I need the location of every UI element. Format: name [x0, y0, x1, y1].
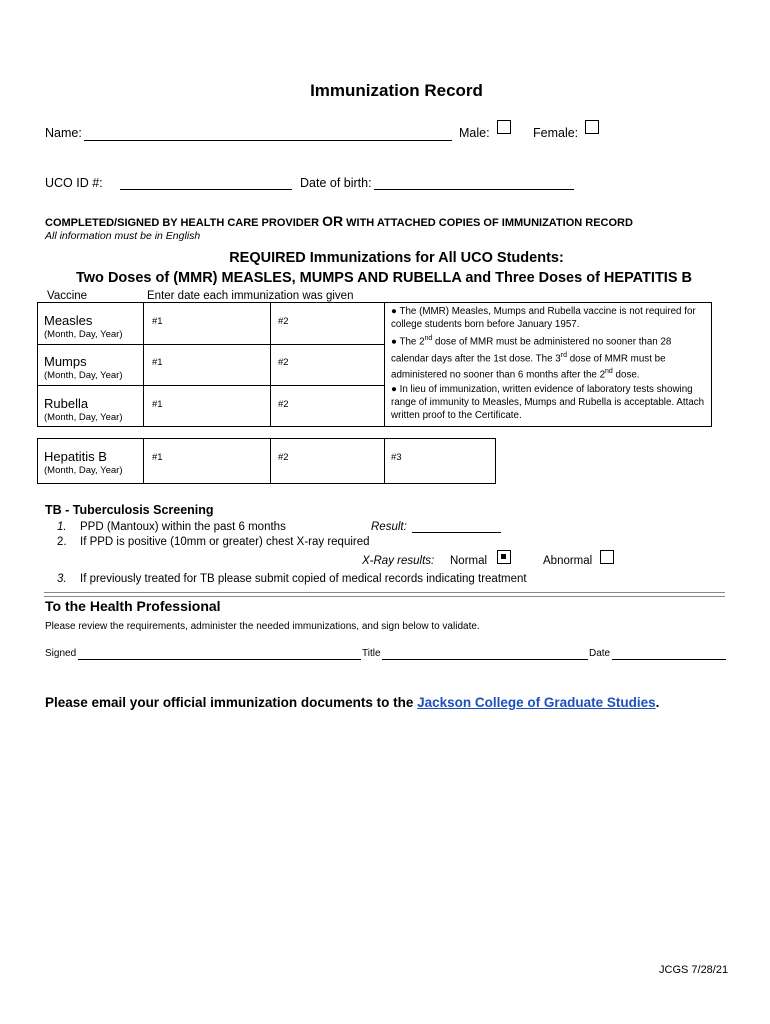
date-column-label: Enter date each immunization was given [147, 290, 354, 302]
rubella-sub: (Month, Day, Year) [44, 412, 123, 423]
page-title: Immunization Record [310, 81, 483, 100]
name-field[interactable] [84, 140, 452, 141]
tb-heading: TB - Tuberculosis Screening [45, 503, 214, 517]
mumps-sub: (Month, Day, Year) [44, 370, 123, 381]
note-2 [391, 332, 707, 381]
mmr-row-divider-1 [37, 344, 384, 345]
note-2-c: dose of MMR must be administered no sooner than 6 months after the 2 [391, 353, 666, 381]
xray-normal-checkbox[interactable] [497, 550, 511, 564]
vaccine-column-label: Vaccine [47, 290, 88, 302]
note-2-b: dose of MMR must be administered no sooner than 28 calendar days after the 1st dose. The 3 [391, 336, 672, 365]
xray-abnormal-label: Abnormal [543, 555, 593, 567]
note-2-sup2: rd [560, 351, 567, 359]
name-label: Name: [45, 126, 82, 140]
email-period: . [655, 695, 660, 710]
hepb-dose-2[interactable]: #2 [278, 452, 289, 463]
mmr-notes [391, 305, 707, 423]
required-heading: REQUIRED Immunizations for All UCO Students: [229, 250, 564, 266]
completed-instruction [45, 213, 633, 229]
mmr-divider-3 [384, 302, 385, 427]
tb-result-field[interactable] [412, 532, 501, 533]
mumps-dose-1[interactable]: #1 [152, 357, 163, 368]
note-2-d: dose. [612, 369, 640, 381]
male-checkbox[interactable] [497, 120, 511, 134]
mmr-divider-2 [270, 302, 271, 427]
tb-item-1-num: 1. [57, 521, 67, 533]
required-subheading: Two Doses of (MMR) MEASLES, MUMPS AND RUBELLA and Three Doses of HEPATITIS B [76, 270, 693, 286]
email-instruction [45, 695, 659, 710]
english-note: All information must be in English [45, 230, 201, 242]
female-checkbox[interactable] [585, 120, 599, 134]
note-3: ● In lieu of immunization, written evidence of laboratory tests showing range of immunity to Measles, Mumps and Rubella is acceptable. Attach written proof to the Certificate. [391, 383, 705, 422]
uco-id-field[interactable] [120, 189, 292, 190]
rubella-label: Rubella [44, 396, 89, 411]
note-2-a: ● The 2 [391, 336, 425, 348]
tb-item-2: If PPD is positive (10mm or greater) chest X-ray required [80, 536, 370, 548]
graduate-studies-link[interactable]: Jackson College of Graduate Studies [417, 695, 656, 710]
mmr-row-divider-2 [37, 385, 384, 386]
title-label: Title [362, 648, 381, 659]
xray-abnormal-checkbox[interactable] [600, 550, 614, 564]
hepb-divider-3 [384, 438, 385, 484]
measles-dose-2[interactable]: #2 [278, 316, 289, 327]
note-1: ● The (MMR) Measles, Mumps and Rubella vaccine is not required for college students born before January 1957. [391, 306, 696, 331]
dob-label: Date of birth: [300, 176, 372, 190]
health-professional-heading: To the Health Professional [45, 598, 221, 614]
completed-or: OR [322, 213, 344, 229]
rubella-dose-2[interactable]: #2 [278, 399, 289, 410]
measles-dose-1[interactable]: #1 [152, 316, 163, 327]
measles-label: Measles [44, 313, 93, 328]
measles-sub: (Month, Day, Year) [44, 329, 123, 340]
hepb-sub: (Month, Day, Year) [44, 465, 123, 476]
xray-label: X-Ray results: [362, 555, 435, 567]
tb-result-label: Result: [371, 521, 407, 533]
date-field[interactable] [612, 659, 726, 660]
hepb-dose-1[interactable]: #1 [152, 452, 163, 463]
rubella-dose-1[interactable]: #1 [152, 399, 163, 410]
tb-item-1: PPD (Mantoux) within the past 6 months [80, 521, 286, 533]
tb-item-3-num: 3. [57, 573, 67, 585]
hepb-divider-1 [143, 438, 144, 484]
email-text: Please email your official immunization documents to the [45, 695, 414, 710]
hepb-divider-2 [270, 438, 271, 484]
note-2-sup3: nd [605, 368, 613, 376]
completed-part2: WITH ATTACHED COPIES OF IMMUNIZATION RECORD [346, 217, 633, 229]
mumps-dose-2[interactable]: #2 [278, 357, 289, 368]
signed-field[interactable] [78, 659, 361, 660]
section-divider [44, 592, 725, 597]
xray-normal-label: Normal [450, 555, 488, 567]
tb-item-3: If previously treated for TB please submit copied of medical records indicating treatment [80, 573, 527, 585]
note-2-sup: nd [424, 335, 433, 343]
health-professional-text: Please review the requirements, administer the needed immunizations, and sign below to validate. [45, 621, 480, 632]
mumps-label: Mumps [44, 354, 87, 369]
hepb-dose-3[interactable]: #3 [391, 452, 402, 463]
dob-field[interactable] [374, 189, 574, 190]
date-label: Date [589, 648, 611, 659]
female-label: Female: [533, 126, 579, 140]
title-field[interactable] [382, 659, 588, 660]
completed-part1: COMPLETED/SIGNED BY HEALTH CARE PROVIDER [45, 217, 320, 229]
signed-label: Signed [45, 648, 77, 659]
uco-id-label: UCO ID #: [45, 176, 103, 190]
mmr-divider-1 [143, 302, 144, 427]
hepb-label: Hepatitis B [44, 449, 107, 464]
tb-item-2-num: 2. [57, 536, 67, 548]
male-label: Male: [459, 126, 490, 140]
footer-code: JCGS 7/28/21 [659, 964, 729, 976]
